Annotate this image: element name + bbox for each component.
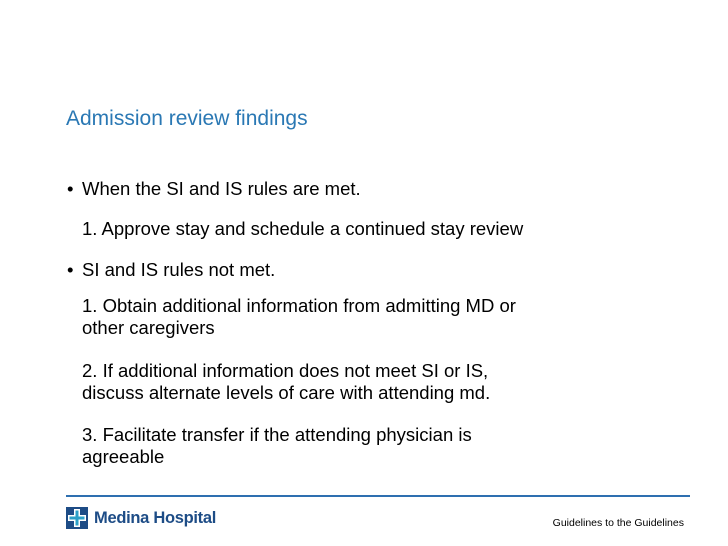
sub-item-line: 2. If additional information does not meet SI or IS, [82, 360, 489, 381]
footer-caption: Guidelines to the Guidelines [552, 517, 684, 529]
sub-item-line: 1. Obtain additional information from admitting MD or [82, 295, 516, 316]
slide-title: Admission review findings [66, 107, 308, 130]
bullet-text: SI and IS rules not met. [82, 259, 276, 280]
logo-text: Medina Hospital [94, 508, 217, 527]
sub-item [66, 218, 523, 240]
sub-item-line: other caregivers [82, 317, 215, 338]
bullet-text: When the SI and IS rules are met. [82, 178, 361, 199]
sub-item [66, 360, 490, 404]
sub-item-line: discuss alternate levels of care with attending md. [82, 382, 491, 403]
bullet-icon: • [67, 178, 74, 199]
sub-item [66, 295, 516, 339]
footer-divider [66, 495, 690, 497]
sub-item-line: agreeable [82, 446, 165, 467]
sub-item-text: 1. Approve stay and schedule a continued stay review [82, 218, 524, 239]
bullet-item [66, 178, 361, 200]
sub-item-line: 3. Facilitate transfer if the attending physician is [82, 424, 472, 445]
hospital-logo [66, 505, 216, 531]
bullet-icon: • [67, 259, 74, 280]
sub-item [66, 424, 472, 468]
medical-cross-icon [66, 507, 88, 529]
bullet-item [66, 259, 275, 281]
